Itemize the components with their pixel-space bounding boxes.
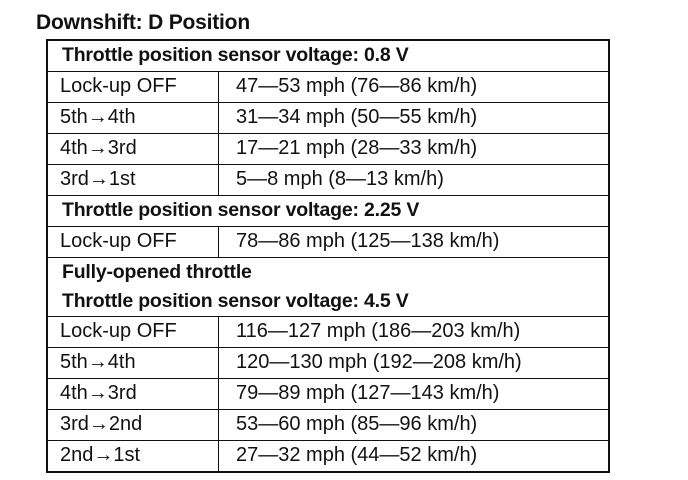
shift-speed: 79—89 mph (127—143 km/h) <box>236 382 500 404</box>
shift-condition: 3rd→2nd <box>48 410 219 440</box>
table-row <box>48 347 608 378</box>
table-row <box>48 133 608 164</box>
shift-speed: 116—127 mph (186—203 km/h) <box>236 320 521 342</box>
downshift-spec-table <box>46 39 610 473</box>
table-row <box>48 102 608 133</box>
table-row <box>48 440 608 471</box>
shift-condition: 5th→4th <box>48 103 219 133</box>
section-header: Throttle position sensor voltage: 4.5 V <box>62 290 409 312</box>
shift-speed: 78—86 mph (125—138 km/h) <box>236 230 500 252</box>
shift-condition: 4th→3rd <box>48 134 219 164</box>
shift-condition: 3rd→1st <box>48 165 219 195</box>
shift-speed: 53—60 mph (85—96 km/h) <box>236 413 478 435</box>
table-row <box>48 378 608 409</box>
shift-speed: 31—34 mph (50—55 km/h) <box>236 106 478 128</box>
section-header-group <box>48 257 608 316</box>
shift-speed: 5—8 mph (8—13 km/h) <box>236 168 444 190</box>
shift-condition: Lock-up OFF <box>48 227 219 257</box>
shift-speed: 120—130 mph (192—208 km/h) <box>236 351 522 373</box>
table-row <box>48 316 608 347</box>
shift-speed: 27—32 mph (44—52 km/h) <box>236 444 478 466</box>
shift-speed: 17—21 mph (28—33 km/h) <box>236 137 478 159</box>
shift-condition: 2nd→1st <box>48 441 219 471</box>
shift-condition: Lock-up OFF <box>48 317 219 347</box>
table-row <box>48 409 608 440</box>
section-header: Throttle position sensor voltage: 2.25 V <box>48 195 608 226</box>
shift-speed: 47—53 mph (76—86 km/h) <box>236 75 478 97</box>
table-row <box>48 71 608 102</box>
shift-condition: 4th→3rd <box>48 379 219 409</box>
table-row <box>48 226 608 257</box>
shift-condition: 5th→4th <box>48 348 219 378</box>
section-header: Throttle position sensor voltage: 0.8 V <box>62 44 409 66</box>
section-header: Fully-opened throttle <box>62 261 252 283</box>
table-row <box>48 164 608 195</box>
page-title: Downshift: D Position <box>36 11 250 34</box>
shift-condition: Lock-up OFF <box>48 72 219 102</box>
